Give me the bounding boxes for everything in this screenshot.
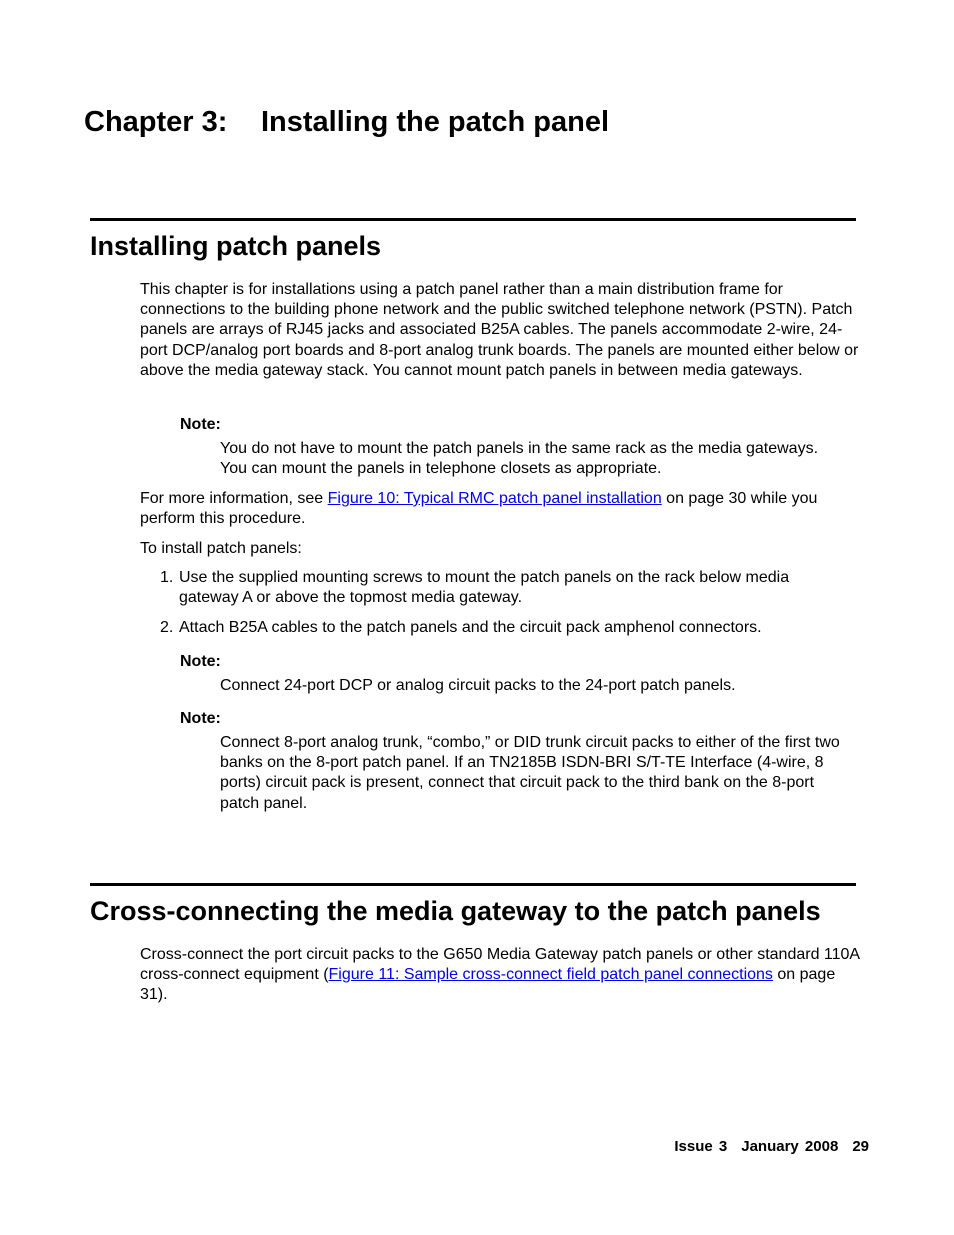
footer-page-number: 29 [852,1138,869,1155]
step-number: 2. [160,619,174,636]
section-heading-installing: Installing patch panels [90,231,382,261]
note-text-2: Connect 24-port DCP or analog circuit packs to the 24-port patch panels. [220,677,736,694]
section-divider-2 [90,883,856,886]
procedure-step [160,568,850,608]
procedure-step [160,618,850,638]
more-info-prefix: For more information, see [140,490,328,507]
figure-10-link[interactable]: Figure 10: Typical RMC patch panel installation [327,490,662,507]
footer-issue: Issue 3 [674,1138,728,1155]
section-heading-cross-connecting: Cross-connecting the media gateway to the patch panels [90,896,821,926]
chapter-name: Installing the patch panel [261,106,610,138]
note-label-3: Note: [180,710,221,727]
intro-paragraph: This chapter is for installations using a patch panel rather than a main distribution frame for connections to the building phone network and the public switched telephone network (PSTN). Patch panels are arrays of RJ45 jacks and associated B25A cables. The panels accommodate 2-wire, 24-port DCP/analog port boards and 8-port analog trunk boards. The panels are mounted either below or above the media gateway stack. You cannot mount patch panels in between media gateways. [140,281,859,379]
figure-11-link[interactable]: Figure 11: Sample cross-connect field patch panel connections [328,966,773,984]
cross-connect-prefix: Cross-connect the port circuit packs to the G650 Media Gateway patch panels or other standard 110A cross-connect equipment ( [140,946,860,984]
section-divider-1 [90,218,856,221]
chapter-title [84,102,609,142]
footer-date: January 2008 [741,1138,839,1155]
note-text-3: Connect 8-port analog trunk, “combo,” or DID trunk circuit packs to either of the first two banks on the 8-port patch panel. If an TN2185B ISDN-BRI S/T-TE Interface (4-wire, 8 ports) circuit pack is present, connect that circuit pack to the third bank on the 8-port patch panel. [220,734,840,812]
note-label-1: Note: [180,416,221,433]
more-info-suffix: on page 30 while you perform this procedure. [140,490,818,528]
step-number: 1. [160,569,174,586]
cross-connect-paragraph [140,945,865,1006]
more-info-paragraph [140,489,865,529]
procedure-intro: To install patch panels: [140,540,302,557]
chapter-number: Chapter 3: [84,106,228,138]
step-text: Attach B25A cables to the patch panels and the circuit pack amphenol connectors. [179,619,762,636]
cross-connect-suffix: on page 31). [140,966,836,1004]
note-label-2: Note: [180,653,221,670]
page-footer [674,1137,869,1157]
step-text: Use the supplied mounting screws to mount the patch panels on the rack below media gateway A or above the topmost media gateway. [179,569,790,607]
note-text-1: You do not have to mount the patch panels in the same rack as the media gateways. You can mount the panels in telephone closets as appropriate. [220,440,819,478]
